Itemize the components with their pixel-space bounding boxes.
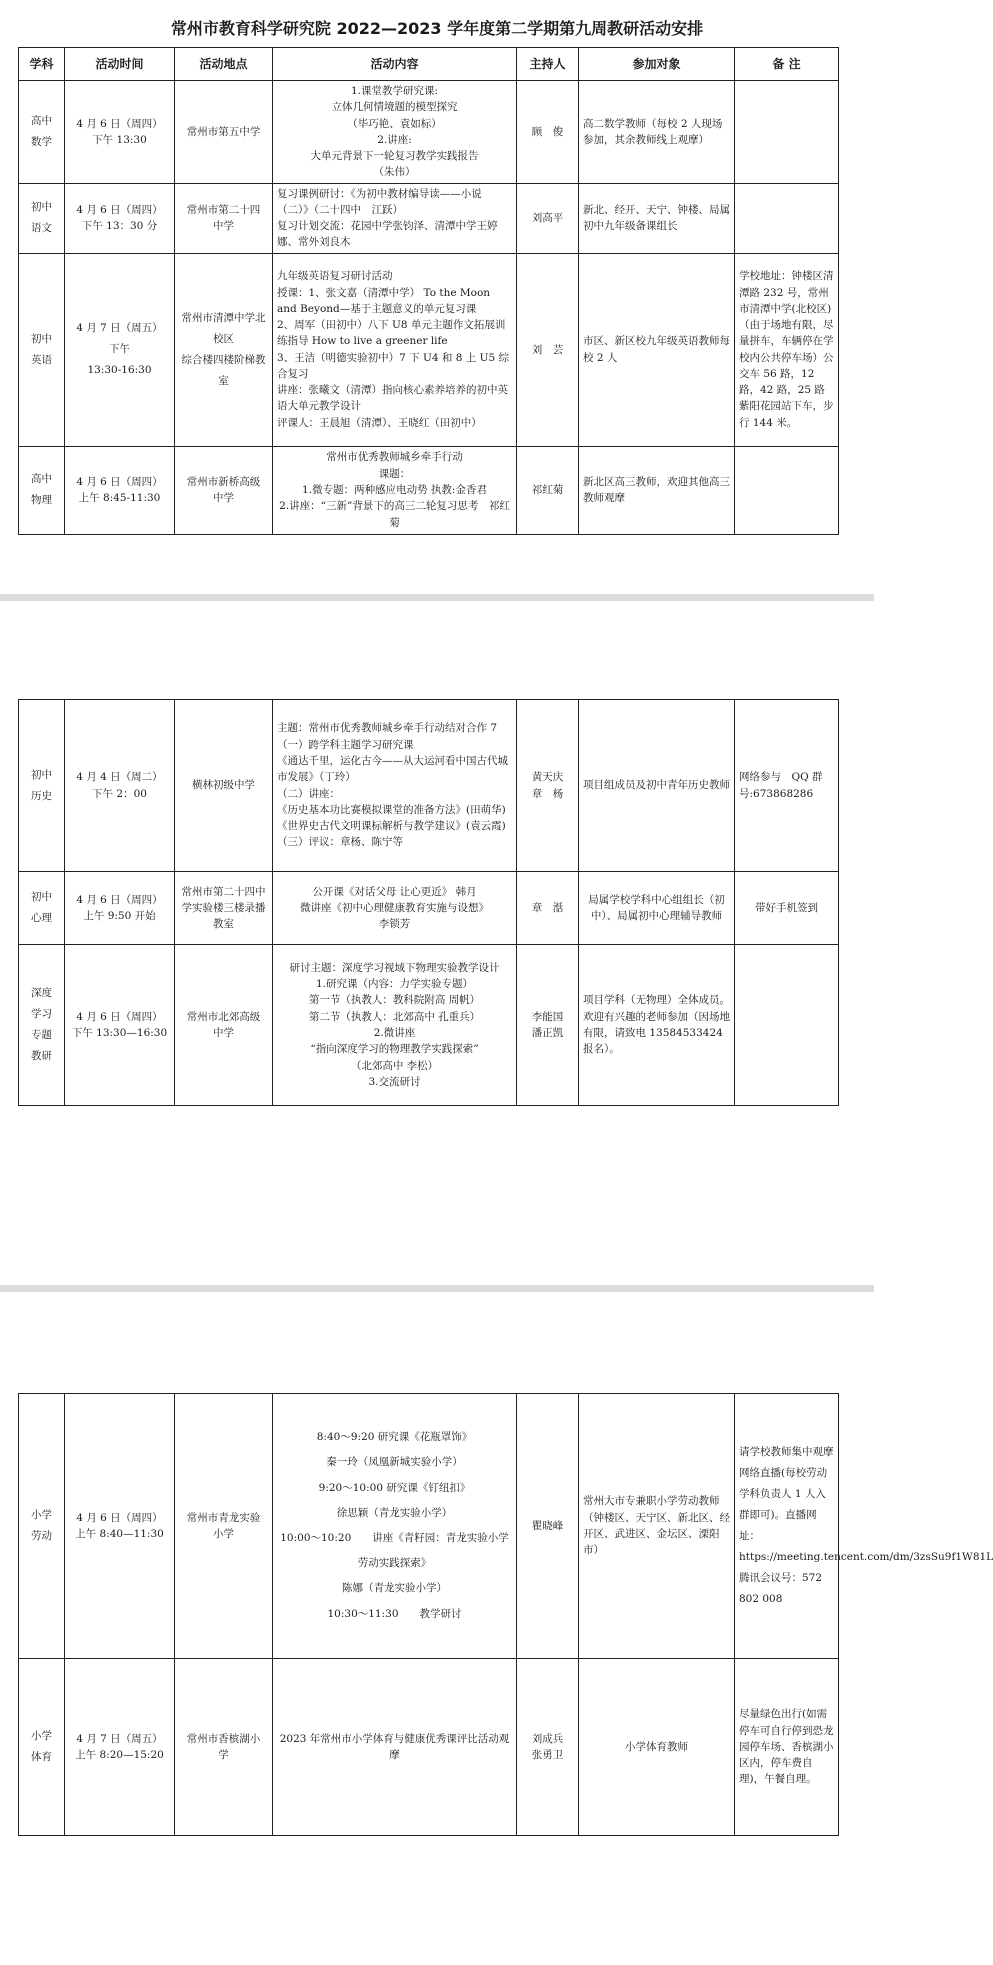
host-text: 顾 俊 — [531, 125, 564, 138]
time-text: 4 月 6 日（周四） — [76, 1010, 163, 1023]
subject-text: 心理 — [31, 912, 52, 924]
content-cell — [273, 700, 517, 872]
content-text: 微讲座《初中心理健康教育实施与设想》 — [300, 901, 489, 914]
content-text: 研讨主题：深度学习视域下物理实验教学设计 — [289, 961, 500, 974]
time-text: 下午 13:30 — [92, 133, 147, 146]
subject-text: 体育 — [31, 1751, 52, 1763]
audience-cell — [579, 253, 735, 446]
page-title: 常州市教育科学研究院 2022—2023 学年度第二学期第九周教研活动安排 — [170, 19, 704, 38]
audience-text: 市区、新区校九年级英语教师每校 2 人 — [583, 335, 730, 364]
note-cell — [735, 81, 839, 184]
place-cell — [175, 446, 273, 534]
time-text: 4 月 4 日（周二） — [76, 771, 163, 784]
subject-text: 初中 — [31, 891, 52, 903]
audience-text: 局属学校学科中心组组长（初中）、局属初中心理辅导教师 — [588, 893, 725, 922]
audience-text: 高二数学教师（每校 2 人现场参加，其余教师线上观摩） — [583, 117, 723, 146]
note-text: 请学校教师集中观摩网络直播(每校劳动学科负责人 1 人入群即可)。直播网址：https://meeting.tencent.com/dm/3zsSu9f1W81L 腾讯会议号：572 802 008 — [739, 1446, 993, 1605]
time-cell — [65, 700, 175, 872]
content-text: （三）评议：章杨、陈宁等 — [277, 836, 403, 849]
schedule-table-page-3 — [18, 1393, 993, 1836]
place-text: 常州市青龙实验 — [186, 1511, 261, 1524]
place-cell — [175, 253, 273, 446]
audience-cell — [579, 183, 735, 253]
time-text: 4 月 6 日（周四） — [76, 893, 163, 906]
place-text: 中学 — [213, 492, 234, 505]
time-text: 13:30-16:30 — [87, 364, 152, 377]
content-text: 《历史基本功比赛模拟课堂的准备方法》(田萌华) — [277, 803, 506, 816]
table-row — [19, 183, 839, 253]
content-text: 常州市优秀教师城乡牵手行动 — [326, 451, 463, 464]
host-cell — [517, 700, 579, 872]
table-row — [19, 700, 839, 872]
subject-text: 历史 — [31, 789, 52, 802]
content-text: 第二节（执教人：北郊高中 孔重兵） — [308, 1010, 481, 1023]
table-row — [19, 1659, 839, 1836]
time-cell — [65, 183, 175, 253]
table-row — [19, 253, 839, 446]
place-text: 常州市第二十四 — [186, 203, 261, 216]
host-cell — [517, 872, 579, 945]
host-text: 张勇卫 — [531, 1749, 564, 1761]
table-row — [19, 446, 839, 534]
time-text: 下午 2：00 — [92, 787, 147, 800]
host-cell — [517, 1394, 579, 1659]
content-text: 8:40～9:20 研究课《花瓶罩饰》 — [316, 1431, 473, 1444]
content-text: 3.交流研讨 — [368, 1075, 421, 1088]
place-text: 常州市第五中学 — [186, 125, 261, 138]
host-text: 瞿晓峰 — [531, 1519, 564, 1532]
content-text: 《世界史古代文明课标解析与教学建议》(袁云霞) — [277, 820, 506, 833]
schedule-table-page-2 — [18, 699, 839, 1106]
content-cell — [273, 253, 517, 446]
content-text: 九年级英语复习研讨活动 — [277, 270, 393, 283]
audience-cell — [579, 446, 735, 534]
content-text: 复习计划交流：花园中学张钧泽、清潭中学王婷娜、常外刘良木 — [277, 220, 498, 249]
content-text: 公开课《对话父母 让心更近》 韩月 — [312, 885, 477, 898]
content-text: （朱伟） — [373, 166, 416, 179]
content-cell — [273, 872, 517, 945]
header-subject: 学科 — [19, 48, 65, 81]
subject-cell — [19, 253, 65, 446]
content-text: 2.讲座：“三新”背景下的高三二轮复习思考 祁红菊 — [279, 500, 510, 529]
time-text: 下午 — [109, 343, 130, 356]
subject-text: 语文 — [31, 222, 52, 235]
host-cell — [517, 183, 579, 253]
subject-cell — [19, 1394, 65, 1659]
table-row — [19, 945, 839, 1106]
note-cell — [735, 700, 839, 872]
content-cell — [273, 183, 517, 253]
header-note: 备 注 — [735, 48, 839, 81]
host-text: 李能国 — [531, 1010, 564, 1023]
place-text: 学 — [218, 1749, 229, 1761]
content-text: 大单元背景下一轮复习教学实践报告 — [310, 150, 479, 163]
audience-text: 新北区高三教师，欢迎其他高三教师观摩 — [583, 475, 730, 505]
table-row — [19, 872, 839, 945]
audience-cell — [579, 1659, 735, 1836]
subject-text: 小学 — [31, 1730, 52, 1742]
header-host: 主持人 — [517, 48, 579, 81]
time-cell — [65, 1394, 175, 1659]
time-cell — [65, 253, 175, 446]
page-separator — [0, 1285, 874, 1292]
subject-text: 劳动 — [31, 1530, 52, 1542]
place-text: 中学 — [213, 1027, 234, 1039]
time-text: 4 月 6 日（周四） — [76, 117, 163, 130]
subject-text: 数学 — [31, 135, 52, 148]
header-place: 活动地点 — [175, 48, 273, 81]
table-row — [19, 81, 839, 184]
place-text: 常州市第二十四中学实验楼三楼录播教室 — [181, 885, 266, 931]
content-text: 课题： — [378, 467, 411, 480]
host-text: 潘正凯 — [531, 1027, 564, 1039]
subject-text: 初中 — [31, 768, 52, 781]
place-cell — [175, 1659, 273, 1836]
time-cell — [65, 446, 175, 534]
host-cell — [517, 253, 579, 446]
subject-text: 物理 — [31, 494, 52, 507]
content-text: 第一节（执教人：教科院附高 周帆） — [308, 994, 481, 1007]
time-text: 4 月 7 日（周五） — [76, 322, 163, 335]
content-text: 主题：常州市优秀教师城乡牵手行动结对合作 7 — [277, 722, 498, 735]
time-text: 上午 8:45-11:30 — [78, 492, 161, 505]
place-text: 横林初级中学 — [192, 779, 255, 792]
header-content: 活动内容 — [273, 48, 517, 81]
subject-text: 学习 — [31, 1008, 52, 1020]
subject-text: 深度 — [31, 987, 52, 999]
content-cell — [273, 1659, 517, 1836]
subject-cell — [19, 1659, 65, 1836]
content-text: 陈娜（青龙实验小学） — [342, 1582, 447, 1595]
audience-cell — [579, 1394, 735, 1659]
audience-text: 项目学科（无物理）全体成员。欢迎有兴趣的老师参加（因场地有限，请致电 13584533424 报名）。 — [583, 994, 730, 1056]
subject-cell — [19, 872, 65, 945]
time-text: 上午 8:40—11:30 — [75, 1528, 164, 1540]
place-cell — [175, 700, 273, 872]
time-text: 4 月 6 日（周四） — [76, 475, 163, 488]
host-cell — [517, 81, 579, 184]
subject-cell — [19, 700, 65, 872]
subject-cell — [19, 446, 65, 534]
content-text: 1.微专题：两种感应电动势 执教:金香君 — [302, 484, 487, 497]
content-text: 10:30～11:30 教学研讨 — [327, 1607, 462, 1620]
content-text: 2、周军（田初中）八下 U8 单元主题作文拓展训练指导 How to live a greener life — [277, 319, 506, 348]
time-cell — [65, 81, 175, 184]
subject-text: 专题 — [31, 1029, 52, 1041]
host-cell — [517, 446, 579, 534]
audience-cell — [579, 872, 735, 945]
content-text: 10:00～10:20 讲座《青籽园：青龙实验小学劳动实践探索》 — [280, 1532, 509, 1570]
content-text: 2.微讲座 — [373, 1027, 416, 1039]
host-text: 章 湉 — [531, 901, 564, 914]
content-text: “指向深度学习的物理教学实践探索” — [310, 1043, 479, 1056]
place-text: 常州市北郊高级 — [186, 1010, 261, 1023]
note-text: 学校地址：钟楼区清潭路 232 号，常州市清潭中学(北校区)（由于场地有限，尽量拼车，车辆停在学校内公共停车场）公交车 56 路，12 路，42 路，25 路紫阳花园站下车，步行 144 米。 — [739, 270, 834, 429]
header-time: 活动时间 — [65, 48, 175, 81]
content-text: 讲座：张曦文（清潭）指向核心素养培养的初中英语大单元教学设计 — [277, 384, 508, 413]
content-cell — [273, 1394, 517, 1659]
time-text: 4 月 6 日（周四） — [76, 203, 163, 216]
place-cell — [175, 183, 273, 253]
content-text: 2023 年常州市小学体育与健康优秀课评比活动观摩 — [279, 1732, 510, 1761]
host-cell — [517, 945, 579, 1106]
header-audience: 参加对象 — [579, 48, 735, 81]
content-text: 评课人：王晨旭（清潭）、王晓红（田初中） — [277, 416, 482, 429]
note-cell — [735, 1394, 993, 1659]
note-cell — [735, 1659, 839, 1836]
content-text: 复习课例研讨：《为初中教材编导读——小说（二）》（二十四中 江跃） — [277, 187, 482, 216]
note-text: 网络参与 QQ 群号:673868286 — [739, 771, 823, 800]
subject-text: 高中 — [31, 114, 52, 127]
content-text: （毕巧艳、袁如标） — [347, 117, 442, 130]
content-text: 9:20～10:00 研究课《钉纽扣》 — [318, 1481, 471, 1494]
audience-text: 新北、经开、天宁、钟楼、局属初中九年级备课组长 — [583, 203, 730, 233]
host-text: 刘高平 — [531, 211, 564, 224]
time-text: 上午 9:50 开始 — [83, 910, 156, 922]
host-text: 黄天庆 — [531, 771, 564, 784]
host-cell — [517, 1659, 579, 1836]
subject-text: 高中 — [31, 473, 52, 486]
header-row — [19, 48, 839, 81]
content-cell — [273, 446, 517, 534]
audience-cell — [579, 81, 735, 184]
time-text: 上午 8:20—15:20 — [75, 1749, 164, 1761]
place-text: 小学 — [213, 1528, 234, 1540]
host-text: 刘成兵 — [531, 1732, 564, 1745]
page-separator — [0, 594, 874, 601]
time-text: 下午 13:30—16:30 — [71, 1027, 168, 1039]
note-cell — [735, 872, 839, 945]
host-text: 刘 芸 — [531, 343, 564, 356]
subject-cell — [19, 945, 65, 1106]
content-text: 1.课堂教学研究课: — [350, 85, 439, 97]
content-text: 2.讲座: — [377, 133, 412, 146]
host-text: 章 杨 — [531, 787, 564, 800]
content-text: 秦一玲（凤凰新城实验小学） — [326, 1456, 463, 1469]
host-text: 祁红菊 — [531, 484, 564, 497]
time-text: 4 月 6 日（周四） — [76, 1511, 163, 1524]
audience-cell — [579, 700, 735, 872]
subject-text: 小学 — [31, 1509, 52, 1521]
subject-text: 英语 — [31, 353, 52, 366]
table-row — [19, 1394, 839, 1659]
audience-text: 小学体育教师 — [625, 1740, 688, 1753]
note-cell — [735, 945, 839, 1106]
audience-text: 常州大市专兼职小学劳动教师（钟楼区、天宁区、新北区、经开区、武进区、金坛区、溧阳市） — [583, 1495, 730, 1557]
content-text: （北郊高中 李松） — [350, 1059, 439, 1072]
audience-cell — [579, 945, 735, 1106]
audience-text: 项目组成员及初中青年历史教师 — [583, 779, 730, 792]
subject-text: 教研 — [31, 1050, 52, 1062]
content-text: （一）跨学科主题学习研究课 — [277, 738, 414, 751]
content-text: 1.研究课（内容：力学实验专题） — [315, 978, 474, 991]
subject-text: 初中 — [31, 332, 52, 345]
content-text: 3、王洁（明德实验初中）7 下 U4 和 8 上 U5 综合复习 — [277, 351, 509, 380]
note-cell — [735, 183, 839, 253]
note-cell — [735, 446, 839, 534]
content-text: 《通达千里，运化古今——从大运河看中国古代城市发展》（丁玲） — [277, 754, 508, 784]
time-cell — [65, 945, 175, 1106]
content-text: 李锁芳 — [378, 918, 411, 931]
place-cell — [175, 81, 273, 184]
content-cell — [273, 945, 517, 1106]
place-text: 中学 — [213, 220, 234, 233]
content-text: 立体几何情境题的模型探究 — [331, 101, 458, 114]
place-text: 常州市清潭中学北校区 — [181, 311, 266, 345]
time-cell — [65, 1659, 175, 1836]
place-cell — [175, 872, 273, 945]
place-text: 常州市香槟湖小 — [186, 1732, 261, 1745]
note-text: 尽量绿色出行(如需停车可自行停到恐龙园停车场、香槟湖小区内，停车费自理)，午餐自理。 — [739, 1708, 834, 1786]
time-text: 4 月 7 日（周五） — [76, 1732, 163, 1745]
subject-cell — [19, 183, 65, 253]
note-cell — [735, 253, 839, 446]
schedule-table-page-1 — [18, 47, 839, 535]
time-cell — [65, 872, 175, 945]
place-cell — [175, 945, 273, 1106]
place-cell — [175, 1394, 273, 1659]
subject-text: 初中 — [31, 201, 52, 214]
subject-cell — [19, 81, 65, 184]
note-text: 带好手机签到 — [755, 901, 818, 914]
content-cell — [273, 81, 517, 184]
place-text: 综合楼四楼阶梯教室 — [181, 353, 266, 387]
content-text: （二）讲座： — [277, 787, 340, 800]
time-text: 下午 13：30 分 — [81, 220, 158, 233]
content-text: 徐思颖（青龙实验小学） — [336, 1506, 453, 1519]
content-text: 授课：1、张文嘉（清潭中学） To the Moon and Beyond—基于主题意义的单元复习课 — [277, 286, 491, 315]
place-text: 常州市新桥高级 — [186, 475, 261, 488]
